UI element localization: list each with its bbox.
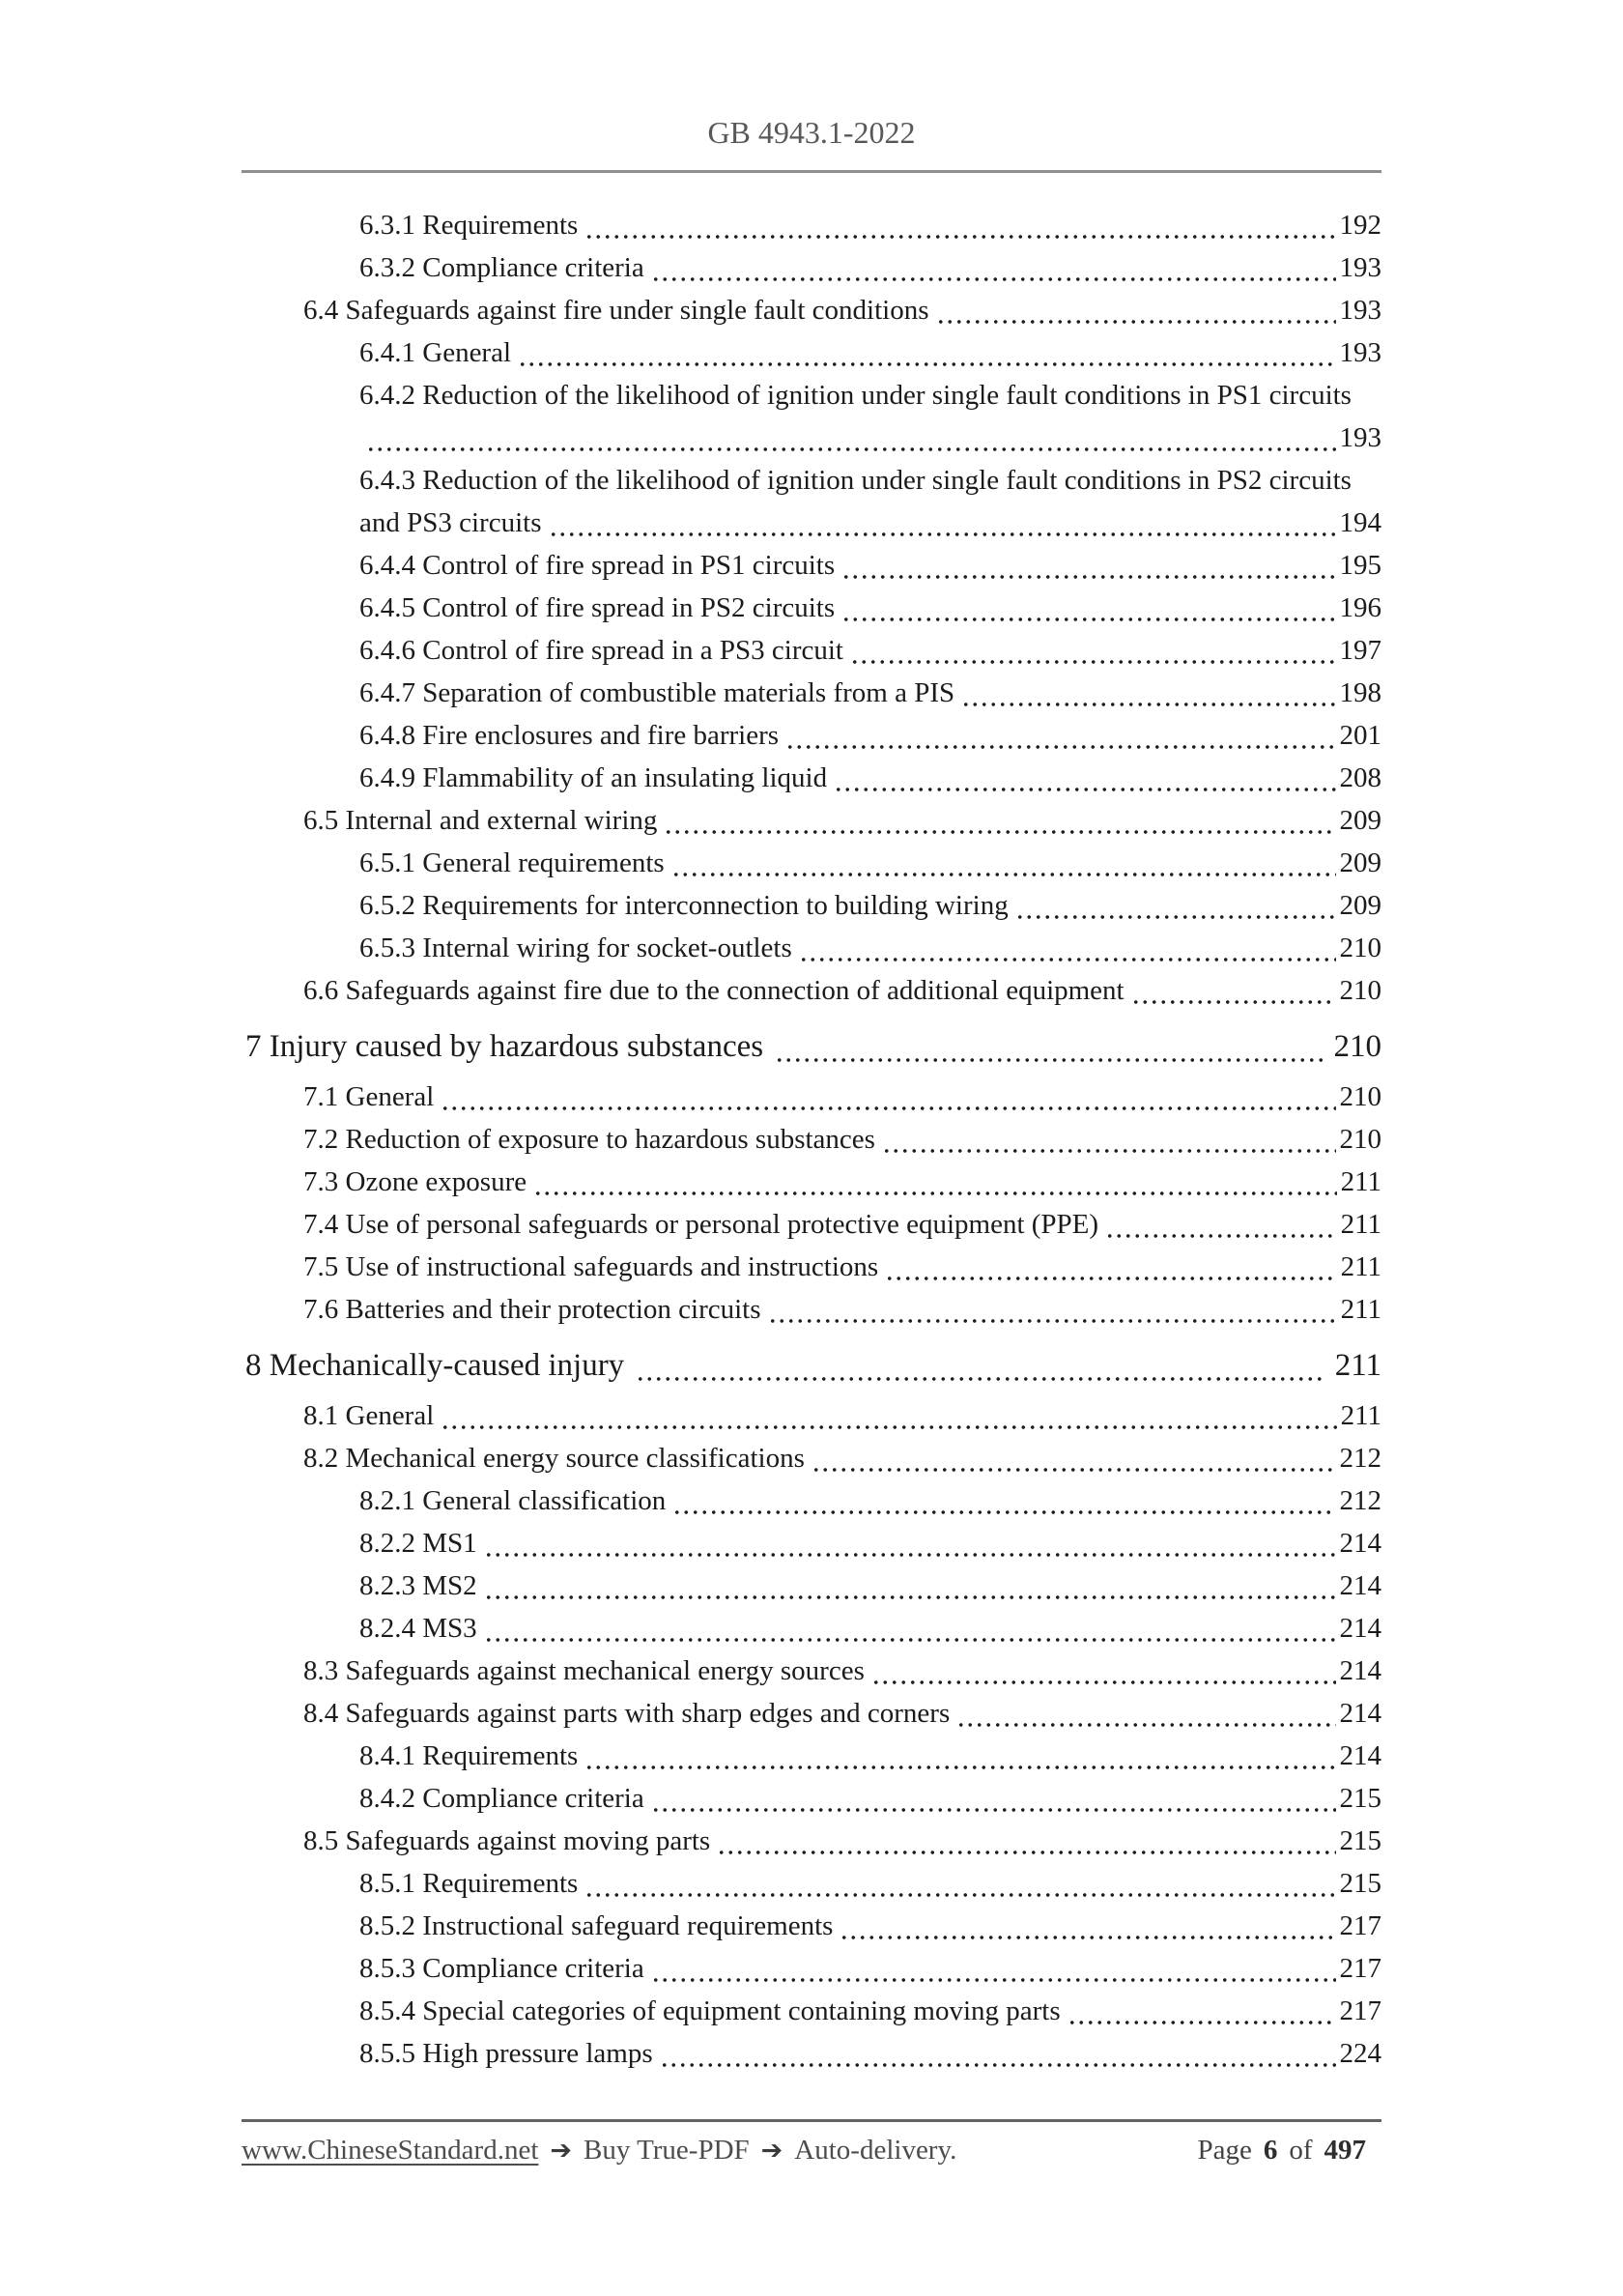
footer-page-indicator	[1197, 2131, 1381, 2169]
toc-entry	[242, 1076, 1381, 1118]
header-rule	[242, 170, 1381, 173]
toc-entry	[242, 544, 1381, 587]
toc-entry-text: 6.4.3 Reduction of the likelihood of ignition under single fault conditions in PS2 circuits	[359, 465, 1352, 496]
dot-leader	[660, 2032, 1336, 2075]
dot-leader	[518, 331, 1335, 374]
toc-entry-page: 217	[1339, 1953, 1381, 1984]
toc-entry-text: 6.4.1 General	[359, 337, 512, 368]
toc-entry	[242, 714, 1381, 757]
dot-leader	[584, 1862, 1335, 1905]
toc-entry	[242, 1340, 1381, 1391]
dot-leader	[484, 1564, 1336, 1607]
toc-entry-page: 198	[1339, 677, 1381, 708]
dot-leader	[956, 1692, 1335, 1735]
toc-entry-page: 211	[1334, 1348, 1381, 1383]
toc-entry-text: 8.5.5 High pressure lamps	[359, 2038, 653, 2069]
footer-line	[242, 2131, 1381, 2170]
dot-leader	[1068, 1990, 1336, 2032]
toc-entry-page: 211	[1340, 1251, 1381, 1282]
toc-entry	[242, 1777, 1381, 1820]
toc-entry-text: 8.3 Safeguards against mechanical energy sources	[303, 1655, 865, 1686]
toc-entry-text: 8.5.1 Requirements	[359, 1868, 579, 1899]
dot-leader	[850, 629, 1336, 672]
toc-entry-page: 192	[1339, 210, 1381, 241]
toc-entry	[242, 1607, 1381, 1650]
toc-entry-page: 212	[1339, 1485, 1381, 1516]
toc-entry	[242, 1203, 1381, 1246]
dot-leader	[366, 416, 1336, 459]
footer-site-link[interactable]: www.ChineseStandard.net	[242, 2135, 539, 2166]
toc-entry-text: 8.5.3 Compliance criteria	[359, 1953, 644, 1984]
toc	[242, 204, 1381, 2075]
toc-entry-text: 8.4 Safeguards against parts with sharp edges and corners	[303, 1698, 951, 1729]
dot-leader	[1015, 884, 1336, 927]
toc-entry-text: 8 Mechanically-caused injury	[245, 1348, 625, 1383]
dot-leader	[441, 1394, 1336, 1437]
toc-entry-page: 210	[1339, 933, 1381, 963]
toc-entry-text: 7.4 Use of personal safeguards or personal protective equipment (PPE)	[303, 1209, 1099, 1240]
toc-entry-page: 197	[1339, 635, 1381, 666]
toc-entry-page: 217	[1339, 1995, 1381, 2026]
toc-entry-text: 6.4.6 Control of fire spread in a PS3 circuit	[359, 635, 843, 666]
toc-entry-page: 211	[1340, 1166, 1381, 1197]
toc-entry-page: 210	[1333, 1029, 1381, 1064]
toc-entry-page: 210	[1339, 1124, 1381, 1155]
toc-entry	[242, 1692, 1381, 1735]
toc-entry	[242, 1479, 1381, 1522]
toc-entry	[242, 1735, 1381, 1777]
dot-leader	[717, 1820, 1335, 1862]
dot-leader	[549, 502, 1336, 544]
footer-page-current: 6	[1263, 2135, 1278, 2166]
toc-entry-text: 7.6 Batteries and their protection circuits	[303, 1294, 761, 1325]
dot-leader	[484, 1607, 1336, 1650]
dot-leader	[484, 1522, 1336, 1564]
toc-entry-page: 210	[1339, 1081, 1381, 1112]
toc-entry	[242, 1288, 1381, 1331]
footer-of-label: of	[1289, 2135, 1313, 2166]
toc-entry-text: 8.2.1 General classification	[359, 1485, 667, 1516]
toc-entry	[242, 927, 1381, 969]
toc-entry-page: 209	[1339, 847, 1381, 878]
header-title: GB 4943.1-2022	[707, 115, 916, 150]
toc-entry-page: 209	[1339, 805, 1381, 836]
dot-leader	[651, 1777, 1336, 1820]
toc-entry-text: 8.2 Mechanical energy source classifications	[303, 1443, 805, 1474]
toc-entry-text: 6.4.4 Control of fire spread in PS1 circuits	[359, 550, 836, 581]
toc-entry-page: 193	[1339, 422, 1381, 453]
toc-entry	[242, 1394, 1381, 1437]
toc-entry-page: 196	[1339, 592, 1381, 623]
toc-entry-page: 217	[1339, 1910, 1381, 1941]
toc-entry-text: 6.4.9 Flammability of an insulating liquid	[359, 762, 828, 793]
toc-entry	[242, 1862, 1381, 1905]
toc-entry	[242, 1437, 1381, 1479]
toc-entry	[242, 1947, 1381, 1990]
footer-buy-text: Buy True-PDF	[584, 2135, 750, 2166]
dot-leader	[672, 1479, 1335, 1522]
toc-entry	[242, 2032, 1381, 2075]
toc-entry	[242, 629, 1381, 672]
dot-leader	[651, 1947, 1336, 1990]
footer-page-total: 497	[1324, 2135, 1366, 2166]
toc-entry-page: 214	[1339, 1570, 1381, 1601]
toc-entry-text: 6.4.5 Control of fire spread in PS2 circuits	[359, 592, 836, 623]
footer-left	[242, 2131, 956, 2170]
toc-entry	[242, 1161, 1381, 1203]
toc-entry-text: 6.5 Internal and external wiring	[303, 805, 658, 836]
toc-entry	[242, 331, 1381, 374]
dot-leader	[584, 1735, 1335, 1777]
toc-entry-page: 211	[1340, 1209, 1381, 1240]
dot-leader	[961, 672, 1335, 714]
toc-entry-text: 7.2 Reduction of exposure to hazardous substances	[303, 1124, 875, 1155]
toc-entry	[242, 204, 1381, 246]
toc-entry	[242, 246, 1381, 289]
toc-entry-page: 215	[1339, 1868, 1381, 1899]
toc-entry-page: 212	[1339, 1443, 1381, 1474]
dot-leader	[664, 799, 1335, 842]
dot-leader	[841, 587, 1335, 629]
toc-entry-text: 8.2.3 MS2	[359, 1570, 477, 1601]
toc-entry-text: 6.4 Safeguards against fire under single fault conditions	[303, 295, 929, 326]
toc-entry	[242, 1650, 1381, 1692]
toc-entry-page: 214	[1339, 1655, 1381, 1686]
toc-entry-text: 6.4.8 Fire enclosures and fire barriers	[359, 720, 780, 751]
toc-entry-page: 211	[1340, 1400, 1381, 1431]
dot-leader	[834, 757, 1335, 799]
dot-leader	[775, 1021, 1324, 1072]
dot-leader	[1131, 969, 1336, 1012]
right-arrow-icon: ➔	[760, 2136, 783, 2166]
toc-entry	[242, 1522, 1381, 1564]
toc-entry-page: 208	[1339, 762, 1381, 793]
dot-leader	[768, 1288, 1337, 1331]
toc-entry-text: 8.2.4 MS3	[359, 1613, 477, 1644]
dot-leader	[882, 1118, 1336, 1161]
toc-entry	[242, 1246, 1381, 1288]
footer-delivery-text: Auto-delivery.	[794, 2135, 957, 2166]
toc-entry	[242, 884, 1381, 927]
toc-entry	[242, 1990, 1381, 2032]
toc-entry-page: 209	[1339, 890, 1381, 921]
toc-entry-page: 214	[1339, 1613, 1381, 1644]
dot-leader	[533, 1161, 1336, 1203]
toc-entry-page: 194	[1339, 507, 1381, 538]
toc-entry-page: 215	[1339, 1825, 1381, 1856]
toc-entry	[242, 289, 1381, 331]
toc-entry	[242, 1118, 1381, 1161]
toc-entry-page: 210	[1339, 975, 1381, 1006]
toc-entry-text: 6.5.1 General requirements	[359, 847, 665, 878]
toc-entry-text: 7 Injury caused by hazardous substances	[245, 1029, 764, 1064]
dot-leader	[671, 842, 1336, 884]
toc-entry-text: 7.3 Ozone exposure	[303, 1166, 527, 1197]
right-arrow-icon: ➔	[550, 2136, 573, 2166]
toc-entry	[242, 842, 1381, 884]
toc-entry-page: 215	[1339, 1783, 1381, 1814]
toc-entry-text: 6.5.3 Internal wiring for socket-outlets	[359, 933, 792, 963]
toc-entry	[242, 459, 1381, 502]
page-header	[242, 0, 1381, 151]
toc-entry-text: 6.5.2 Requirements for interconnection to building wiring	[359, 890, 1009, 921]
dot-leader	[840, 1905, 1335, 1947]
dot-leader	[841, 544, 1335, 587]
toc-entry	[242, 587, 1381, 629]
toc-entry	[242, 502, 1381, 544]
dot-leader	[871, 1650, 1336, 1692]
dot-leader	[636, 1340, 1325, 1391]
toc-entry-text: 8.2.2 MS1	[359, 1528, 477, 1559]
dot-leader	[799, 927, 1336, 969]
toc-entry-text: 8.5.4 Special categories of equipment containing moving parts	[359, 1995, 1061, 2026]
dot-leader	[1105, 1203, 1337, 1246]
toc-entry-text: 7.1 General	[303, 1081, 435, 1112]
toc-entry-text: 6.4.7 Separation of combustible materials from a PIS	[359, 677, 955, 708]
toc-entry	[242, 1021, 1381, 1072]
dot-leader	[936, 289, 1336, 331]
dot-leader	[885, 1246, 1336, 1288]
toc-entry	[242, 672, 1381, 714]
toc-entry-continuation: and PS3 circuits	[359, 507, 542, 538]
toc-entry-text: 7.5 Use of instructional safeguards and instructions	[303, 1251, 879, 1282]
toc-entry-page: 214	[1339, 1740, 1381, 1771]
toc-entry	[242, 416, 1381, 459]
dot-leader	[584, 204, 1335, 246]
dot-leader	[441, 1076, 1335, 1118]
toc-entry-text: 8.4.2 Compliance criteria	[359, 1783, 644, 1814]
dot-leader	[785, 714, 1335, 757]
toc-entry-text: 8.1 General	[303, 1400, 435, 1431]
toc-entry-page: 193	[1339, 252, 1381, 283]
toc-entry-text: 6.6 Safeguards against fire due to the connection of additional equipment	[303, 975, 1125, 1006]
toc-entry	[242, 1905, 1381, 1947]
toc-entry-page: 193	[1339, 295, 1381, 326]
toc-entry	[242, 799, 1381, 842]
toc-entry	[242, 969, 1381, 1012]
toc-entry-page: 193	[1339, 337, 1381, 368]
toc-entry-text: 8.5 Safeguards against moving parts	[303, 1825, 711, 1856]
toc-entry	[242, 1564, 1381, 1607]
footer-page-label: Page	[1197, 2135, 1252, 2166]
toc-entry-text: 8.5.2 Instructional safeguard requirements	[359, 1910, 834, 1941]
page-footer	[242, 2119, 1381, 2170]
toc-entry-text: 6.3.2 Compliance criteria	[359, 252, 644, 283]
toc-entry-text: 8.4.1 Requirements	[359, 1740, 579, 1771]
toc-entry-page: 214	[1339, 1698, 1381, 1729]
footer-rule	[242, 2119, 1381, 2122]
toc-entry	[242, 374, 1381, 416]
toc-entry-text: 6.3.1 Requirements	[359, 210, 579, 241]
toc-entry	[242, 757, 1381, 799]
toc-entry-page: 201	[1339, 720, 1381, 751]
toc-entry	[242, 1820, 1381, 1862]
dot-leader	[812, 1437, 1336, 1479]
toc-entry-page: 211	[1340, 1294, 1381, 1325]
toc-entry-text: 6.4.2 Reduction of the likelihood of ignition under single fault conditions in PS1 circuits	[359, 380, 1352, 411]
toc-entry-page: 224	[1339, 2038, 1381, 2069]
toc-entry-page: 214	[1339, 1528, 1381, 1559]
toc-entry-page: 195	[1339, 550, 1381, 581]
dot-leader	[651, 246, 1336, 289]
